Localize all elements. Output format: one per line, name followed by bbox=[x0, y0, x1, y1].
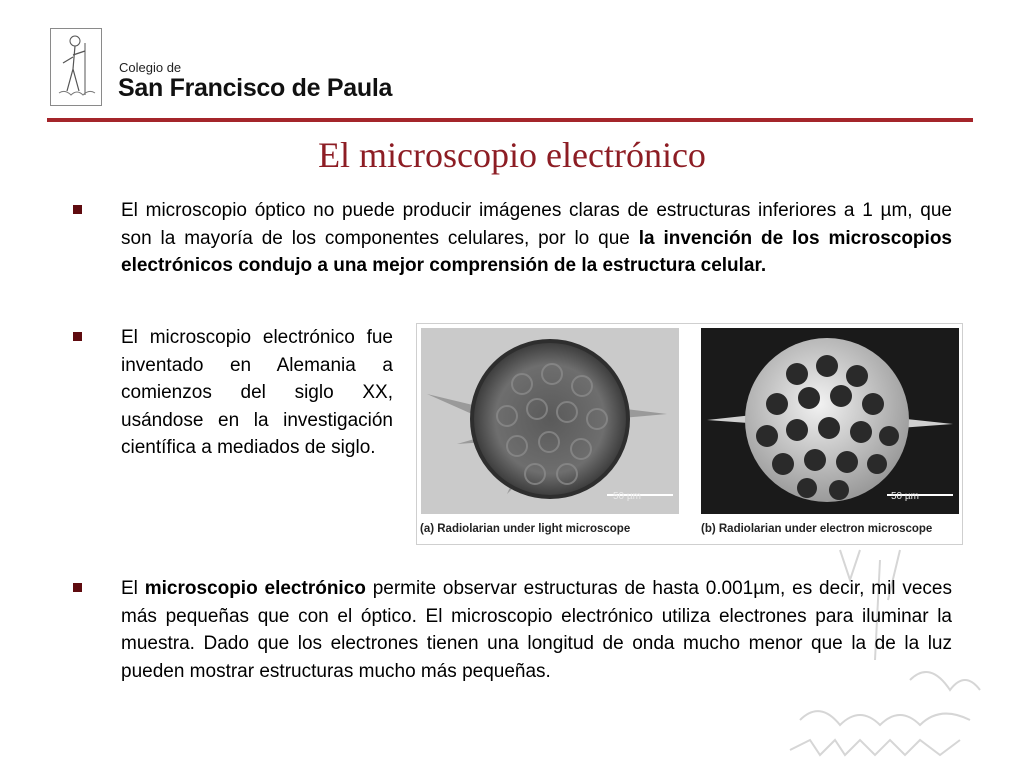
bullet-marker bbox=[73, 583, 82, 592]
electron-microscope-image bbox=[701, 328, 959, 514]
bullet-1-plain: El microscopio óptico no puede producir imágenes claras de estructuras inferiores a 1 µm, que son la mayoría de los componentes celulares, por lo que bbox=[121, 200, 952, 249]
bullet-3-before: El bbox=[121, 578, 145, 599]
caption-light-microscope: (a) Radiolarian under light microscope bbox=[420, 523, 631, 535]
bullet-1-bold: la invención de los microscopios electrónicos condujo a una mejor comprensión de la estructura celular. bbox=[121, 227, 952, 277]
caption-electron-microscope: (b) Radiolarian under electron microscope bbox=[701, 523, 933, 535]
bullet-3-after: permite observar estructuras de hasta 0.001µm, es decir, mil veces más pequeñas que con el óptico. El microscopio electrónico utiliza electrones para iluminar la muestra. Dado que los electrones tienen una longitud de onda mucho menor que la de la luz pueden mostrar estructuras mucho más pequeñas. bbox=[121, 578, 952, 682]
header-divider bbox=[47, 118, 973, 122]
slide-title: El microscopio electrónico bbox=[318, 135, 706, 175]
radiolarian-figure bbox=[416, 323, 963, 545]
school-name-line2: San Francisco de Paula bbox=[118, 74, 393, 102]
bullet-marker bbox=[73, 205, 82, 214]
bullet-marker bbox=[73, 332, 82, 341]
bullet-text-3 bbox=[121, 575, 952, 685]
scale-label-b: 50 µm bbox=[891, 491, 919, 502]
light-microscope-image bbox=[421, 328, 679, 514]
school-name-line1: Colegio de bbox=[119, 60, 182, 75]
bullet-text-2: El microscopio electrónico fue inventado en Alemania a comienzos del siglo XX, usándose en la investigación científica a mediados de siglo. bbox=[121, 327, 393, 459]
saint-figure-logo-icon bbox=[51, 29, 101, 105]
bullet-3-bold: microscopio electrónico bbox=[144, 578, 366, 599]
scale-label-a: 50 µm bbox=[613, 491, 641, 502]
school-logo bbox=[50, 28, 102, 106]
bullet-text-1 bbox=[121, 197, 952, 280]
